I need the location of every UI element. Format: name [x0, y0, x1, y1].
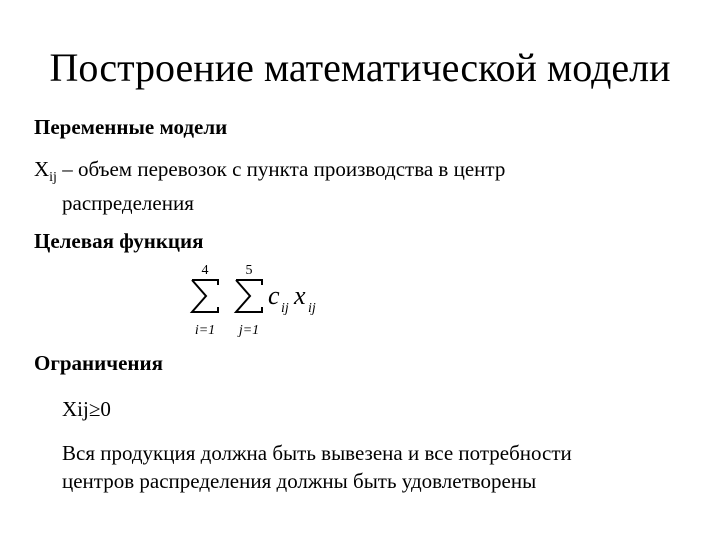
variable-definition-text: – объем перевозок с пункта производства в центр — [56, 157, 506, 181]
constraint-nonnegativity: Xij≥0 — [62, 397, 111, 421]
formula-coefficient-subscript: ij — [281, 301, 289, 316]
variables-heading: Переменные модели — [34, 115, 228, 139]
formula-coefficient: c — [268, 281, 280, 310]
variable-subscript: ij — [49, 170, 57, 185]
constraints-heading: Ограничения — [34, 351, 163, 375]
formula-variable-subscript: ij — [308, 301, 316, 316]
sum2-sigma-icon — [236, 280, 262, 312]
sum1-sigma-icon — [192, 280, 218, 312]
objective-heading: Целевая функция — [34, 229, 204, 253]
variable-definition-line1 — [34, 156, 505, 191]
variable-symbol: X — [34, 157, 50, 181]
variable-definition-line2: распределения — [62, 191, 194, 215]
constraint-demand-line1: Вся продукция должна быть вывезена и все потребности — [62, 441, 572, 465]
objective-formula — [178, 258, 348, 342]
formula-variable: x — [294, 281, 306, 310]
sum1-lower-limit: i=1 — [194, 323, 216, 338]
sum1-upper-limit: 4 — [201, 263, 209, 278]
slide-title: Построение математической модели — [49, 45, 671, 90]
sum2-upper-limit: 5 — [245, 263, 253, 278]
sum2-lower-limit: j=1 — [238, 323, 260, 338]
constraint-demand-line2: центров распределения должны быть удовлетворены — [62, 469, 537, 493]
